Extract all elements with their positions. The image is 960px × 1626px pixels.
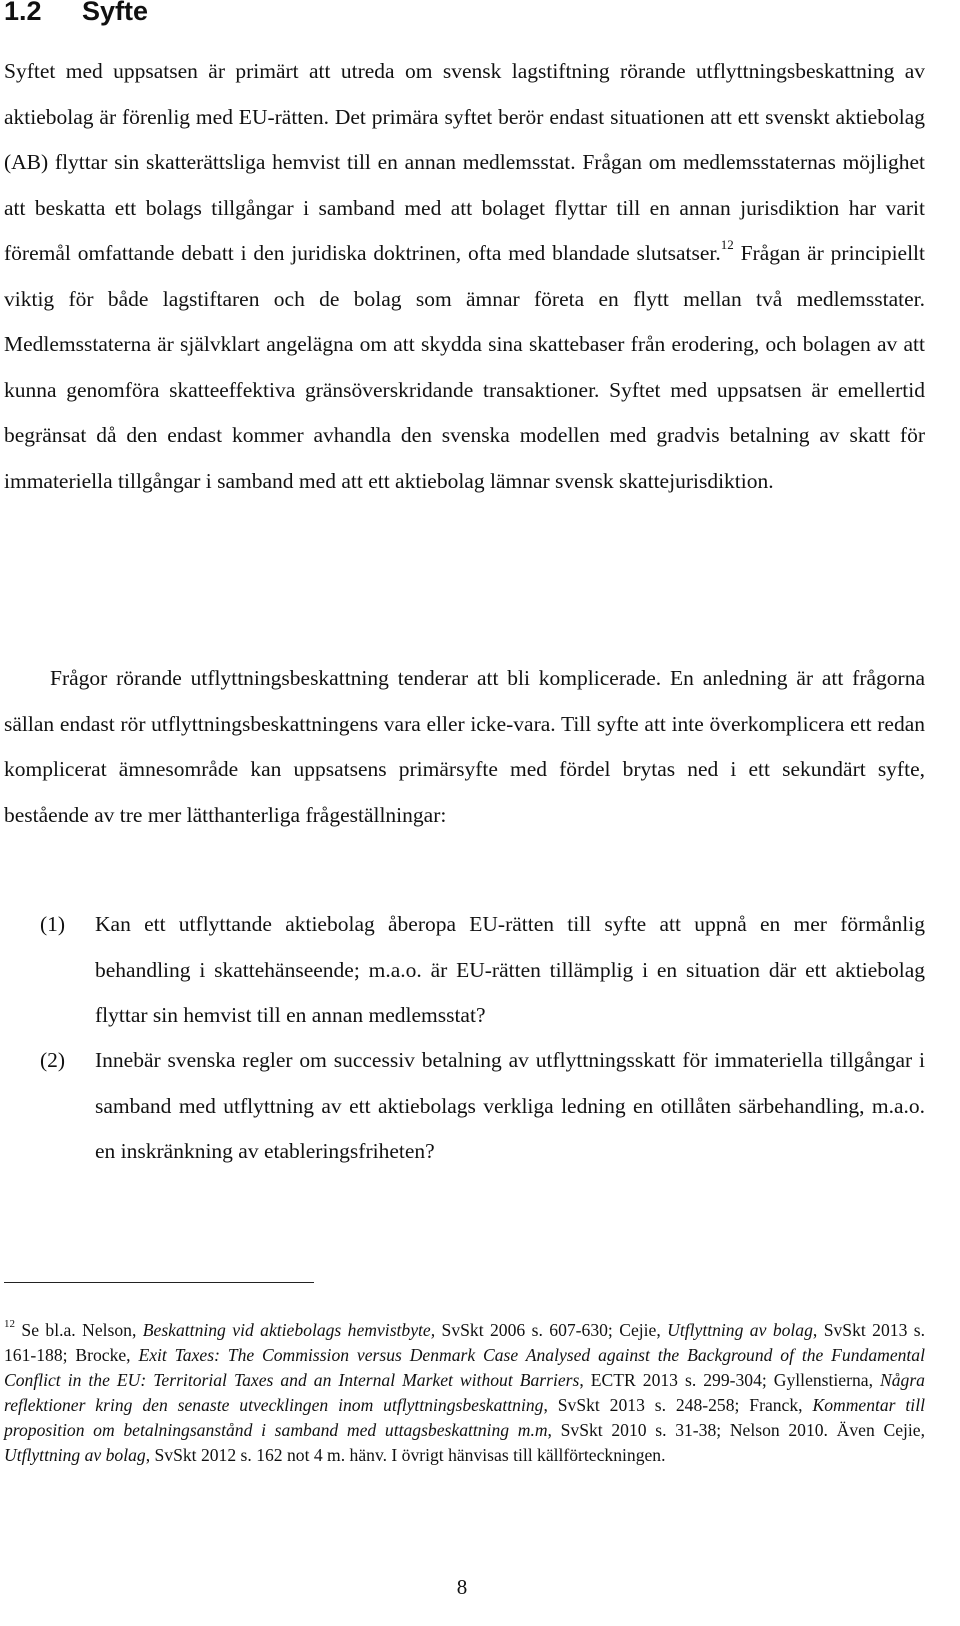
footnote-number: 12: [4, 1318, 15, 1331]
footnote-citation-title: Några reflektioner kring den senaste utvecklingen inom utflyttningsbeskattning: [4, 1370, 925, 1415]
question-number: (2): [40, 1048, 66, 1072]
footnote-citation-text: , SvSkt 2013 s. 161-188; Brocke,: [4, 1320, 926, 1365]
footnote-citation-text: , SvSkt 2010 s. 31-38; Nelson 2010. Även Cejie,: [547, 1420, 925, 1440]
footnote-citation-title: Exit Taxes: The Commission versus Denmark Case Analysed against the Background of the Fundamental Conflict in the EU: Territorial Taxes and an Internal Market without Barriers: [4, 1345, 925, 1390]
question-number: (1): [40, 912, 66, 936]
footnote-reference[interactable]: 12: [720, 236, 734, 252]
section-number: 1.2: [4, 0, 42, 26]
question-text: Kan ett utflyttande aktiebolag åberopa EU-rätten till syfte att uppnå en mer förmånlig behandling i skattehänseende; m.a.o. är EU-rätten tillämplig i en situation där ett aktiebolag flyttar sin hemvist till en annan medlemsstat?: [95, 912, 925, 1027]
paragraph-text: Syftet med uppsatsen är primärt att utreda om svensk lagstiftning rörande utflyttningsbeskattning av aktiebolag är förenlig med EU-rätten. Det primära syftet berör endast situationen att ett svenskt aktiebolag (AB) flyttar sin skatterättsliga hemvist till en annan medlemsstat. Frågan om medlemsstaternas möjlighet att beskatta ett bolags tillgångar i samband med att bolaget flyttar till en annan jurisdiktion har varit föremål omfattande debatt i den juridiska doktrinen, ofta med blandade slutsatser.: [4, 59, 925, 265]
paragraph-purpose: [4, 49, 925, 504]
paragraph-questions-intro: Frågor rörande utflyttningsbeskattning tenderar att bli komplicerade. En anledning är att frågorna sällan endast rör utflyttningsbeskattningens vara eller icke-vara. Till syfte att inte överkomplicera ett redan komplicerat ämnesområde kan uppsatsens primärsyfte med fördel brytas ned i ett sekundärt syfte, bestående av tre mer lätthanterliga frågeställningar:: [4, 666, 925, 827]
question-item: [4, 902, 925, 1039]
section-heading: [4, 0, 148, 28]
footnote-citation-title: Beskattning vid aktiebolags hemvistbyte,: [142, 1320, 436, 1340]
footnote-text: [4, 1320, 925, 1465]
footnote-citation-title: Kommentar till proposition om betalningsanstånd i samband med uttagsbeskattning m.m: [4, 1395, 925, 1440]
footnote-citation-title: Utflyttning av bolag: [667, 1320, 813, 1340]
footnote-citation-title: Utflyttning av bolag: [4, 1445, 146, 1465]
footnote-citation-text: , SvSkt 2012 s. 162 not 4 m. hänv. I övrigt hänvisas till källförteckningen.: [145, 1445, 666, 1465]
footnote-citation-text: Se bl.a. Nelson,: [15, 1320, 143, 1340]
question-text: Innebär svenska regler om successiv betalning av utflyttningsskatt för immateriella tillgångar i samband med utflyttning av ett aktiebolags verkliga ledning en otillåten särbehandling, m.a.o. en inskränkning av etableringsfriheten?: [95, 1048, 925, 1163]
section-title: Syfte: [82, 0, 149, 26]
footnote: [4, 1318, 925, 1468]
paragraph-text: Frågan är principiellt viktig för både lagstiftaren och de bolag som ämnar företa en flytt mellan två medlemsstater. Medlemsstaterna är självklart angelägna om att skydda sina skattebaser från erodering, och bolagen av att kunna genomföra skatteeffektiva gränsöverskridande transaktioner. Syftet med uppsatsen är emellertid begränsat då den endast kommer avhandla den svenska modellen med gradvis betalning av skatt för immateriella tillgångar i samband med att ett aktiebolag lämnar svensk skattejurisdiktion.: [4, 241, 925, 493]
page-number: 8: [456, 1575, 468, 1599]
footnote-citation-text: , ECTR 2013 s. 299-304; Gyllenstierna,: [579, 1370, 880, 1390]
footnote-separator: [4, 1282, 314, 1283]
footnote-citation-text: SvSkt 2006 s. 607-630; Cejie,: [435, 1320, 668, 1340]
footnote-citation-text: , SvSkt 2013 s. 248-258; Franck,: [543, 1395, 813, 1415]
question-item: [4, 1038, 925, 1175]
